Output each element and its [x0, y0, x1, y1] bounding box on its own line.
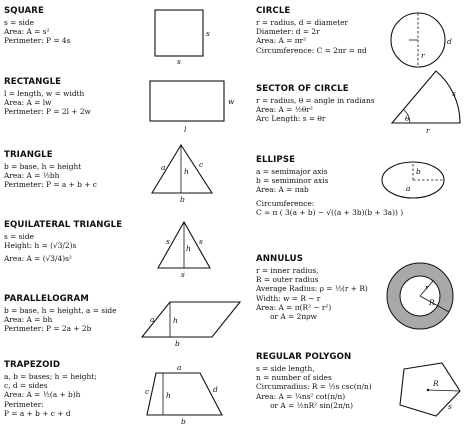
ellipse-label-b: b [416, 167, 421, 176]
square-shape [155, 10, 203, 56]
equilateral-label-h: h [186, 244, 191, 253]
parallelogram-line-2: Area: A = bh [4, 315, 53, 325]
triangle-line-3: Perimeter: P = a + b + c [4, 180, 97, 190]
sector-line-2: Area: A = ½θr² [256, 105, 313, 115]
circle-label-d: d [447, 37, 452, 46]
sector-title: SECTOR OF CIRCLE [256, 84, 349, 94]
equilateral-label-s2: s [199, 237, 203, 246]
equilateral-line-1: s = side [4, 232, 34, 241]
rectangle-line-3: Perimeter: P = 2l + 2w [4, 107, 91, 117]
annulus-line-5: Area: A = π(R² − r²) [256, 302, 332, 312]
triangle-section [4, 150, 97, 190]
trapezoid-line-5: P = a + b + c + d [4, 408, 71, 418]
polygon-center [427, 389, 429, 391]
annulus-line-4: Width: w = R − r [256, 293, 321, 303]
triangle-label-c: c [199, 160, 204, 169]
polygon-circumradius [428, 390, 460, 391]
parallelogram-title: PARALLELOGRAM [4, 294, 89, 304]
trapezoid-title: TRAPEZOID [4, 360, 61, 370]
sector-label-r: r [426, 126, 430, 135]
circle-line-2: Diameter: d = 2r [256, 27, 320, 37]
circle-line-1: r = radius, d = diameter [256, 18, 349, 27]
polygon-title: REGULAR POLYGON [256, 352, 352, 362]
trapezoid-section [4, 360, 97, 418]
rectangle-title: RECTANGLE [4, 77, 62, 87]
sector-section [256, 84, 375, 124]
annulus-label-R: R [429, 298, 435, 307]
equilateral-label-s3: s [181, 270, 185, 279]
equilateral-title: EQUILATERAL TRIANGLE [4, 220, 123, 230]
rectangle-label-l: l [184, 125, 187, 134]
triangle-label-a: a [161, 163, 166, 172]
triangle-title: TRIANGLE [4, 150, 53, 160]
ellipse-line-6: C ≈ π ( 3(a + b) − √((a + 3b)(b + 3a)) ) [256, 207, 404, 217]
rectangle-shape [150, 81, 224, 121]
trapezoid-shape [147, 373, 222, 415]
polygon-label-R: R [433, 379, 439, 388]
sector-label-theta: θ [405, 114, 410, 123]
annulus-line-6: or A = 2πρw [256, 312, 317, 322]
trapezoid-line-2: c, d = sides [4, 381, 48, 391]
sector-line-3: Arc Length: s = θr [256, 114, 326, 124]
square-line-3: Perimeter: P = 4s [4, 36, 71, 46]
square-label-bottom: s [177, 57, 181, 66]
triangle-label-b: b [180, 195, 185, 204]
polygon-line-1: s = side length, [256, 364, 315, 373]
ellipse-line-3: Area: A = πab [256, 185, 309, 195]
trapezoid-label-a: a [177, 363, 182, 372]
circle-title: CIRCLE [256, 6, 291, 16]
trapezoid-label-h: h [166, 391, 171, 400]
rectangle-label-w: w [228, 97, 235, 106]
square-title: SQUARE [4, 6, 44, 16]
circle-section [256, 6, 367, 55]
sector-label-s: s [452, 89, 456, 98]
equilateral-line-4: Area: A = (√3/4)s² [4, 254, 72, 264]
parallelogram-section [4, 294, 117, 334]
parallelogram-label-b: b [175, 339, 180, 348]
trapezoid-line-3: Area: A = ½(a + b)h [4, 390, 81, 400]
sector-line-1: r = radius, θ = angle in radians [256, 96, 375, 105]
polygon-section [256, 352, 372, 410]
annulus-line-1: r = inner radius, [256, 266, 319, 275]
square-label-side: s [206, 29, 210, 38]
parallelogram-line-3: Perimeter: P = 2a + 2b [4, 324, 92, 334]
rectangle-line-1: l = length, w = width [4, 89, 85, 98]
ellipse-line-1: a = semimajor axis [256, 167, 328, 176]
annulus-line-3: Average Radius: ρ = ½(r + R) [256, 284, 368, 294]
parallelogram-label-a: a [150, 315, 155, 324]
sector-shape [392, 71, 460, 123]
square-line-1: s = side [4, 18, 34, 27]
square-line-2: Area: A = s² [4, 27, 50, 37]
circle-label-r: r [421, 51, 425, 60]
annulus-label-r: r [425, 283, 429, 292]
rectangle-section [4, 77, 91, 117]
trapezoid-label-b: b [181, 417, 186, 426]
polygon-line-4: Area: A = ¼ns² cot(π/n) [256, 391, 346, 401]
polygon-line-2: n = number of sides [256, 373, 332, 383]
equilateral-label-s1: s [166, 237, 170, 246]
circle-line-3: Area: A = πr² [256, 36, 307, 46]
trapezoid-line-4: Perimeter: [4, 399, 44, 409]
parallelogram-shape [142, 302, 240, 337]
annulus-title: ANNULUS [256, 254, 304, 264]
annulus-section [256, 254, 368, 321]
polygon-label-s: s [448, 402, 452, 411]
rectangle-line-2: Area: A = lw [4, 98, 52, 108]
annulus-line-2: R = outer radius [256, 275, 319, 285]
circle-line-4: Circumference: C = 2πr = πd [256, 45, 367, 55]
ellipse-line-5: Circumference: [256, 198, 315, 208]
equilateral-line-2: Height: h = (√3/2)s [4, 241, 77, 251]
trapezoid-label-c: c [145, 387, 150, 396]
parallelogram-label-h: h [173, 316, 178, 325]
parallelogram-line-1: b = base, h = height, a = side [4, 306, 117, 315]
trapezoid-line-1: a, b = bases; h = height; [4, 372, 97, 381]
polygon-line-5: or A = ½nR² sin(2π/n) [256, 400, 353, 410]
triangle-line-2: Area: A = ½bh [4, 171, 60, 181]
triangle-label-h: h [184, 167, 189, 176]
ellipse-title: ELLIPSE [256, 155, 296, 165]
trapezoid-label-d: d [213, 385, 218, 394]
equilateral-section [4, 220, 122, 264]
ellipse-section [256, 155, 403, 217]
polygon-line-3: Circumradius: R = ½s csc(π/n) [256, 382, 372, 392]
ellipse-line-2: b = semiminor axis [256, 176, 329, 186]
ellipse-label-a: a [406, 184, 411, 193]
triangle-line-1: b = base, h = height [4, 162, 82, 171]
